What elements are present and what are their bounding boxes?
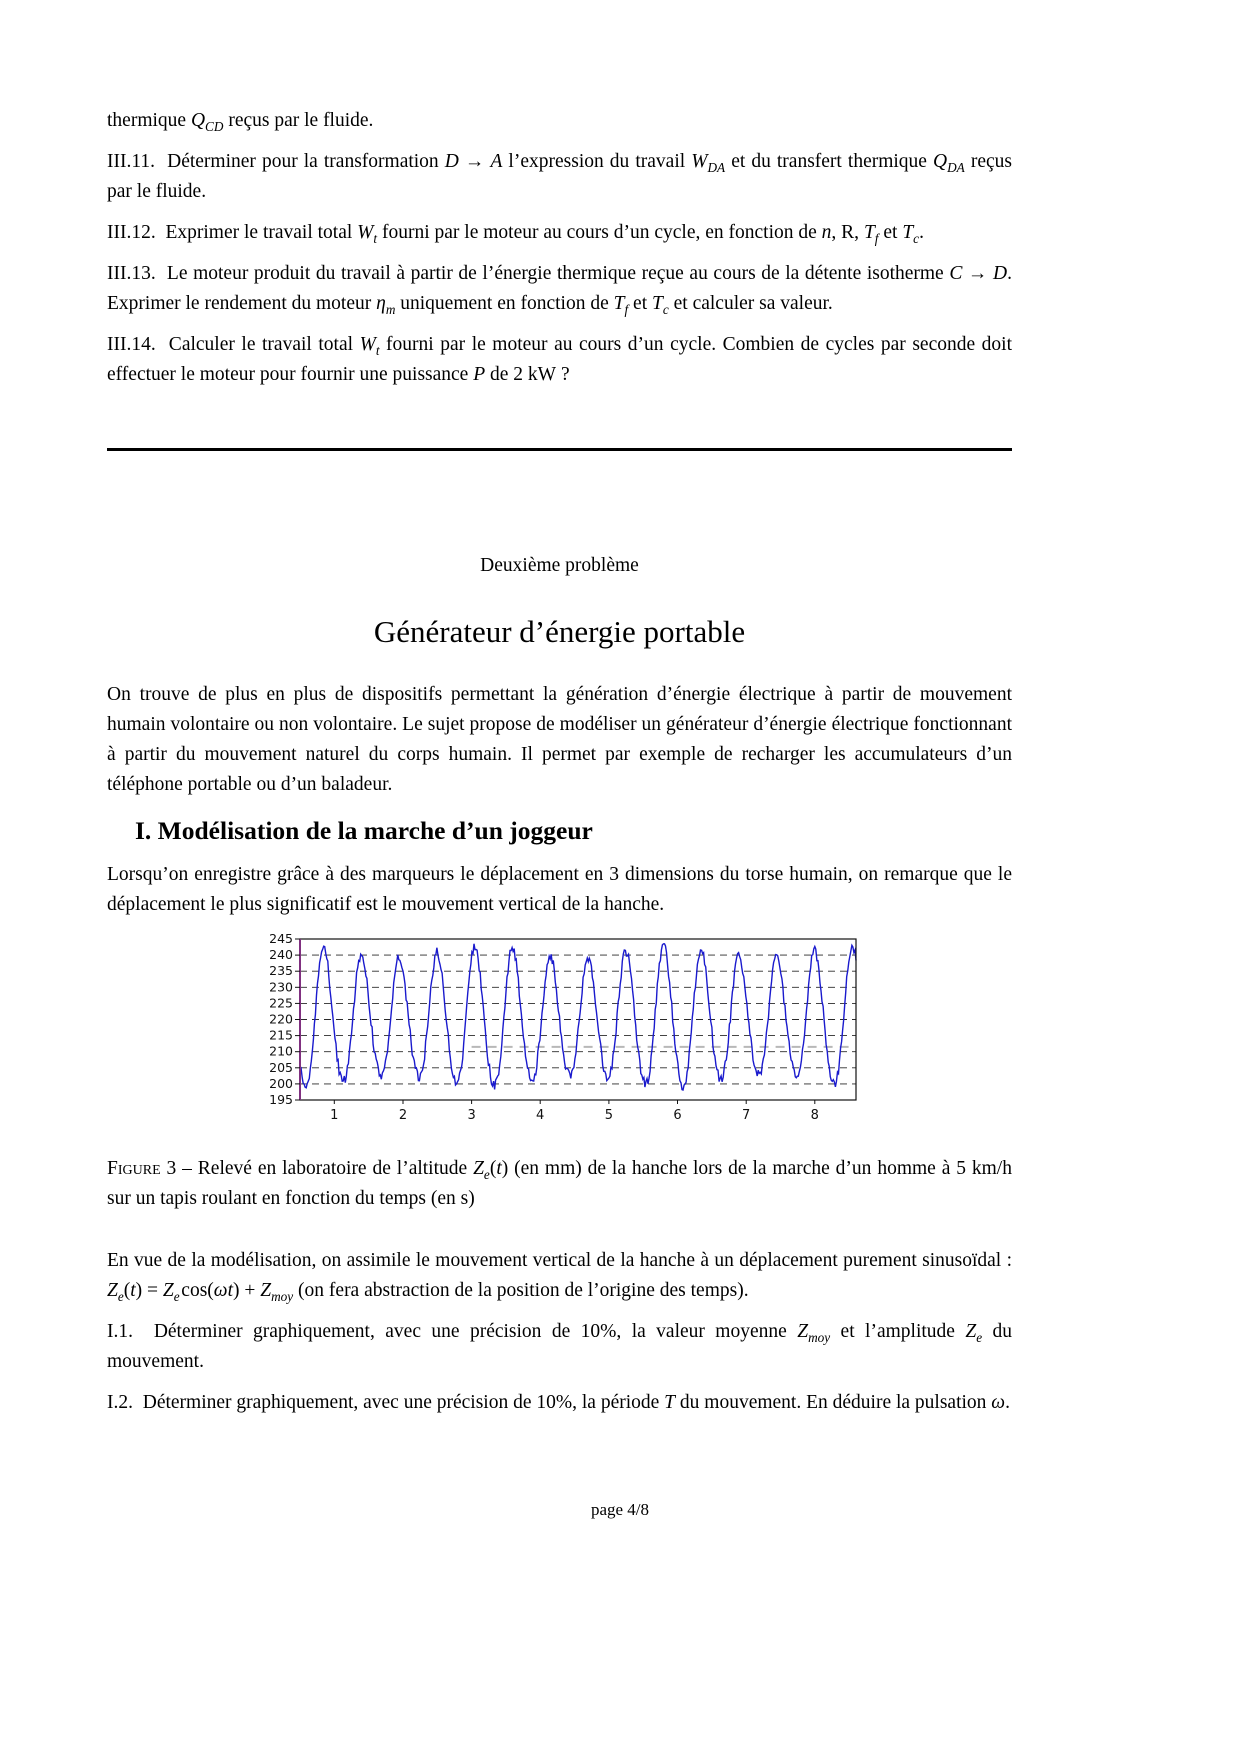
svg-text:220: 220	[268, 1011, 293, 1027]
svg-text:7: 7	[741, 1108, 750, 1123]
question-III-11: III.11. Déterminer pour la transformation D → A l’expression du travail $W_{DA}$ et du transfert thermique $Q_{DA}$ reçus par le fluide.	[107, 151, 1012, 202]
question-III-12: III.12. Exprimer le travail total $W_t$ fourni par le moteur au cours d’un cycle, en fonction de n, R, $T_f$ et $T_c$.	[107, 222, 924, 246]
page-footer: page 4/8	[590, 1500, 650, 1519]
svg-text:5: 5	[604, 1108, 613, 1123]
svg-text:225: 225	[268, 995, 293, 1011]
paragraph-motion-capture: Lorsqu’on enregistre grâce à des marqueurs le déplacement en 3 dimensions du torse humain, on remarque que le déplacement le plus significatif est le mouvement vertical de la hanche.	[107, 864, 1012, 915]
svg-text:200: 200	[268, 1075, 293, 1091]
question-III-13: III.13. Le moteur produit du travail à partir de l’énergie thermique reçue au cours de la détente isotherme C → D. Exprimer le rendement du moteur $\eta_m$ uniquement en fonction de $T_f$ et $T_c$ et calculer sa valeur.	[107, 263, 1012, 317]
question-I-1: I.1. Déterminer graphiquement, avec une précision de 10%, la valeur moyenne $Z_{moy}$ et l’amplitude $Z_e$ du mouvement.	[107, 1321, 1013, 1372]
svg-text:195: 195	[268, 1092, 293, 1107]
question-I-2: I.2. Déterminer graphiquement, avec une précision de 10%, la période T du mouvement. En déduire la pulsation ω.	[107, 1392, 1010, 1413]
svg-text:2: 2	[398, 1108, 407, 1123]
svg-text:245: 245	[268, 931, 293, 946]
figure-caption-text: – Relevé en laboratoire de l’altitude $Z_e(t)$ (en mm) de la hanche lors de la marche d’un homme à 5 km/h sur un tapis roulant en fonction du temps (en s)	[107, 1158, 1012, 1209]
svg-text:1: 1	[329, 1108, 338, 1123]
svg-text:3: 3	[466, 1108, 476, 1123]
figure-caption-label: Figure 3	[107, 1158, 177, 1179]
y-tick-labels	[269, 931, 300, 1107]
svg-text:8: 8	[810, 1108, 819, 1123]
text-block	[107, 106, 1012, 1429]
svg-text:235: 235	[268, 963, 293, 979]
svg-text:205: 205	[268, 1059, 293, 1075]
svg-text:230: 230	[268, 979, 293, 995]
svg-text:240: 240	[268, 947, 293, 963]
svg-text:215: 215	[268, 1027, 293, 1043]
paragraph-model: En vue de la modélisation, on assimile le mouvement vertical de la hanche à un déplacement purement sinusoïdal : $Z_e(t) = Z_e$ $\cos(\omega t) + Z_{moy}$ (on fera abstraction de la position de l’origine des temps).	[107, 1250, 1012, 1304]
problem-intro: On trouve de plus en plus de dispositifs permettant la génération d’énergie électrique à partir de mouvement humain volontaire ou non volontaire. Le sujet propose de modéliser un générateur d’énergie électrique fonctionnant à partir du mouvement naturel du corps humain. Il permet par exemple de recharger les accumulateurs d’un téléphone portable ou d’un baladeur.	[107, 684, 1012, 795]
figure-3	[107, 931, 1012, 1214]
figure-caption	[107, 1154, 1012, 1214]
svg-text:210: 210	[268, 1043, 293, 1059]
hip-altitude-chart	[260, 931, 860, 1140]
problem-kicker: Deuxième problème	[480, 555, 639, 576]
x-tick-labels	[330, 1100, 819, 1123]
figure-3-svg	[260, 931, 860, 1135]
paragraph-continuation: thermique $Q_{CD}$ reçus par le fluide.	[107, 110, 374, 134]
svg-text:6: 6	[672, 1108, 682, 1123]
section-heading-modelisation: I. Modélisation de la marche d’un joggeur	[135, 816, 593, 845]
problem-title: Générateur d’énergie portable	[373, 614, 746, 649]
svg-text:4: 4	[535, 1108, 544, 1123]
section-divider	[107, 448, 1012, 451]
question-III-14: III.14. Calculer le travail total $W_t$ fourni par le moteur au cours d’un cycle. Combien de cycles par seconde doit effectuer le moteur pour fournir une puissance P de 2 kW ?	[107, 334, 1012, 385]
